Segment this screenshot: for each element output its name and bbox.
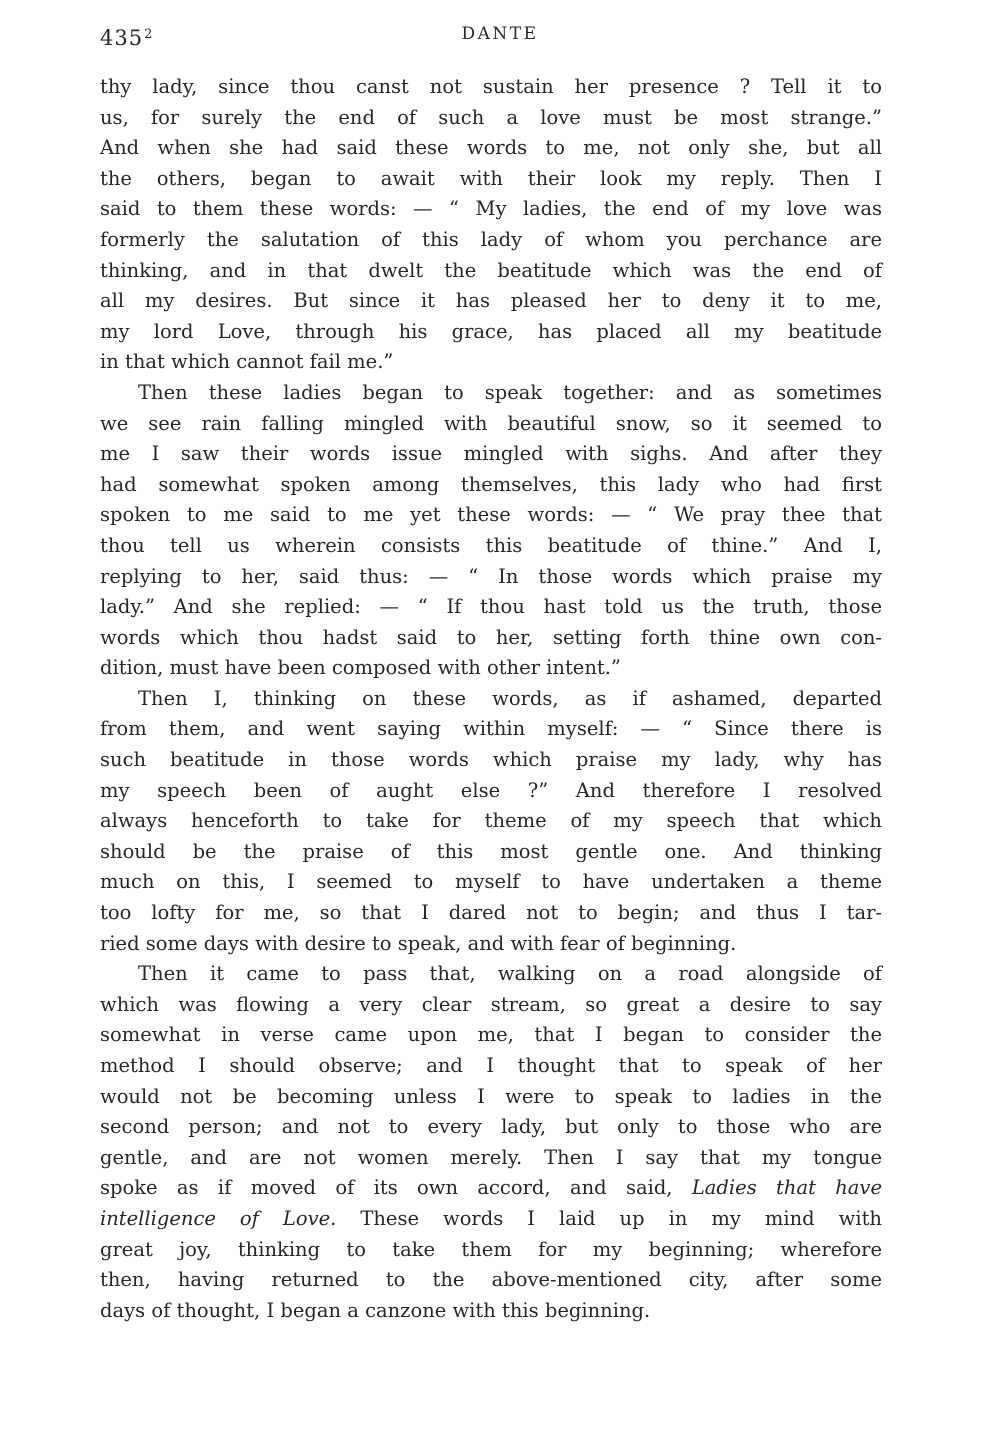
text-line [100,1296,882,1327]
italic-text-segment: intelligence of Love [100,1206,331,1230]
text-segment: thou tell us wherein consists this beatitude of thine.” And I, [100,533,882,557]
text-line [100,286,882,317]
text-line [100,1143,882,1174]
text-segment: much on this, I seemed to myself to have undertaken a theme [100,870,882,894]
text-line [100,959,882,990]
text-segment: which was flowing a very clear stream, so great a desire to say [100,992,882,1016]
text-line [100,1051,882,1082]
text-segment: would not be becoming unless I were to speak to ladies in the [100,1084,882,1108]
text-line [100,133,882,164]
text-segment: Then I, thinking on these words, as if ashamed, departed [138,686,882,710]
text-line [100,317,882,348]
text-line [100,1020,882,1051]
text-segment: my lord Love, through his grace, has placed all my beatitude [100,319,882,343]
text-segment: formerly the salutation of this lady of whom you perchance are [100,227,882,251]
text-line [100,990,882,1021]
text-line [100,164,882,195]
text-segment: spoken to me said to me yet these words: — “ We pray thee that [100,503,882,527]
text-segment: method I should observe; and I thought that to speak of her [100,1054,882,1077]
text-line [100,1112,882,1143]
text-segment: ried some days with desire to speak, and with fear of beginning. [100,931,737,955]
text-line [100,806,882,837]
text-segment: too lofty for me, so that I dared not to begin; and thus I tar- [100,901,882,925]
text-segment: in that which cannot fail me.” [100,350,394,374]
text-segment: somewhat in verse came upon me, that I began to consider the [100,1023,882,1047]
page-number-superscript: 2 [144,27,154,42]
text-line [100,1265,882,1296]
text-segment: And when she had said these words to me, not only she, but all [100,136,882,160]
body-text [100,72,882,1326]
text-line [100,378,882,409]
text-line [100,776,882,807]
text-line [100,1173,882,1204]
text-segment: should be the praise of this most gentle one. And thinking [100,839,882,863]
text-segment: then, having returned to the above-mentioned city, after some [100,1268,882,1292]
text-line [100,1204,882,1235]
text-line [100,745,882,776]
text-segment: . These words I laid up in my mind with [330,1206,882,1230]
text-line [100,500,882,531]
text-segment: Then it came to pass that, walking on a road alongside of [138,962,882,986]
text-segment: from them, and went saying within myself: — “ Since there is [100,717,882,741]
text-line [100,592,882,623]
text-segment: words which thou hadst said to her, setting forth thine own con- [100,625,882,649]
text-line [100,653,882,684]
text-segment: days of thought, I began a canzone with this beginning. [100,1298,651,1322]
page-number-main: 435 [100,26,144,50]
running-header-title: DANTE [461,24,539,44]
text-segment: thy lady, since thou canst not sustain her presence ? Tell it to [100,75,882,98]
text-line [100,409,882,440]
italic-text-segment: Ladies that have [691,1176,882,1200]
text-segment: said to them these words: — “ My ladies, the end of my love was [100,197,882,221]
text-line [100,531,882,562]
text-segment: always henceforth to take for theme of my speech that which [100,809,882,833]
text-line [100,714,882,745]
text-line [100,929,882,960]
text-line [100,562,882,593]
text-line [100,470,882,501]
text-segment: gentle, and are not women merely. Then I say that my tongue [100,1145,882,1169]
text-line [100,347,882,378]
text-segment: replying to her, said thus: — “ In those words which praise my [100,564,882,588]
text-line [100,103,882,134]
text-segment: such beatitude in those words which praise my lady, why has [100,748,882,772]
text-segment: great joy, thinking to take them for my beginning; wherefore [100,1237,882,1261]
text-segment: had somewhat spoken among themselves, this lady who had first [100,472,882,496]
text-line [100,439,882,470]
text-line [100,898,882,929]
text-line [100,684,882,715]
text-segment: thinking, and in that dwelt the beatitude which was the end of [100,258,882,282]
text-line [100,867,882,898]
text-line [100,256,882,287]
text-line [100,194,882,225]
text-segment: dition, must have been composed with other intent.” [100,656,621,680]
text-segment: all my desires. But since it has pleased her to deny it to me, [100,289,882,313]
text-segment: my speech been of aught else ?” And therefore I resolved [100,778,882,802]
text-segment: spoke as if moved of its own accord, and said, [100,1176,692,1200]
text-line [100,837,882,868]
text-line [100,225,882,256]
text-line [100,72,882,103]
text-segment: lady.” And she replied: — “ If thou hast told us the truth, those [100,595,882,619]
text-line [100,623,882,654]
text-segment: we see rain falling mingled with beautiful snow, so it seemed to [100,411,882,435]
text-segment: the others, began to await with their look my reply. Then I [100,166,882,190]
text-segment: us, for surely the end of such a love must be most strange.” [100,105,882,129]
text-segment: me I saw their words issue mingled with sighs. And after they [100,442,882,466]
text-segment: second person; and not to every lady, but only to those who are [100,1115,882,1139]
text-line [100,1235,882,1266]
text-line [100,1082,882,1113]
text-segment: Then these ladies began to speak together: and as sometimes [138,380,882,404]
